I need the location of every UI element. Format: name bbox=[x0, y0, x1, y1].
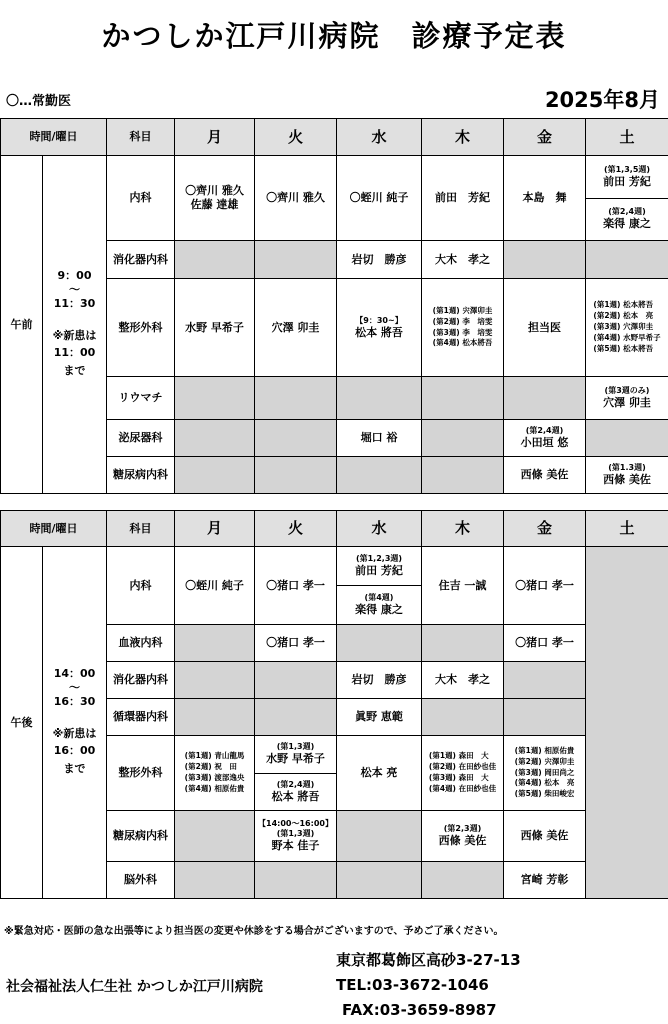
dept-header: 科目 bbox=[107, 119, 175, 156]
schedule-cell: 担当医 bbox=[504, 279, 586, 377]
schedule-cell: 西條 美佐 bbox=[504, 457, 586, 494]
schedule-cell: 岩切 勝彦 bbox=[337, 662, 422, 699]
day-fri: 金 bbox=[504, 511, 586, 547]
empty-cell bbox=[175, 420, 255, 457]
page-title: かつしか江戸川病院 診療予定表 bbox=[101, 19, 567, 53]
dept-label: 血液内科 bbox=[107, 625, 175, 662]
schedule-cell: 堀口 裕 bbox=[337, 420, 422, 457]
schedule-cell: 本島 舞 bbox=[504, 156, 586, 241]
dept-label: 消化器内科 bbox=[107, 241, 175, 279]
am-period-label: 午前 bbox=[1, 156, 43, 494]
day-mon: 月 bbox=[175, 119, 255, 156]
empty-cell bbox=[255, 420, 337, 457]
empty-cell bbox=[504, 241, 586, 279]
pm-time bbox=[43, 547, 107, 899]
schedule-cell: 〇猪口 孝一 bbox=[504, 547, 586, 625]
empty-cell bbox=[422, 377, 504, 420]
day-wed: 水 bbox=[337, 119, 422, 156]
pm-new-patient-note: ※新患は 16：00 まで bbox=[52, 726, 97, 775]
schedule-cell: 〇齊川 雅久 佐藤 達雄 bbox=[175, 156, 255, 241]
schedule-cell-weekly: (第1週) 宍澤卯圭 (第2週) 李 培雯 (第3週) 李 培雯 (第4週) 松本將吾 bbox=[422, 279, 504, 377]
pm-start-time: 14：00 bbox=[53, 667, 96, 681]
day-fri: 金 bbox=[504, 119, 586, 156]
legend: 〇…常勤医 bbox=[6, 94, 72, 109]
empty-cell bbox=[337, 457, 422, 494]
schedule-cell: 〇猪口 孝一 bbox=[255, 547, 337, 625]
time-day-header: 時間/曜日 bbox=[1, 511, 107, 547]
day-wed: 水 bbox=[337, 511, 422, 547]
empty-cell bbox=[255, 699, 337, 736]
am-header-row bbox=[1, 119, 668, 156]
time-day-header: 時間/曜日 bbox=[1, 119, 107, 156]
schedule-cell: 〇蛭川 純子 bbox=[337, 156, 422, 241]
empty-cell bbox=[175, 377, 255, 420]
dept-label: リウマチ bbox=[107, 377, 175, 420]
empty-cell bbox=[255, 457, 337, 494]
empty-cell bbox=[255, 241, 337, 279]
schedule-cell-weekly: (第1週) 松本將吾 (第2週) 松本 亮 (第3週) 穴澤卯圭 (第4週) 水野早希子 (第5週) 松本將吾 bbox=[586, 279, 668, 377]
schedule-cell-split: (第1,3,5週) 前田 芳紀 (第2,4週) 楽得 康之 bbox=[586, 156, 668, 241]
am-tilde: ～ bbox=[69, 283, 80, 297]
address: 東京都葛飾区高砂3-27-13 bbox=[336, 951, 521, 969]
empty-cell bbox=[504, 662, 586, 699]
day-tue: 火 bbox=[255, 511, 337, 547]
dept-header: 科目 bbox=[107, 511, 175, 547]
dept-label: 糖尿病内科 bbox=[107, 457, 175, 494]
schedule-cell: (第2,4週) 小田垣 悠 bbox=[504, 420, 586, 457]
schedule-cell: 岩切 勝彦 bbox=[337, 241, 422, 279]
schedule-cell: 大木 孝之 bbox=[422, 241, 504, 279]
schedule-cell: 〇猪口 孝一 bbox=[504, 625, 586, 662]
am-start-time: 9：00 bbox=[57, 269, 92, 283]
fax-number: FAX:03-3659-8987 bbox=[342, 1001, 497, 1019]
dept-label: 循環器内科 bbox=[107, 699, 175, 736]
schedule-cell: 眞野 恵範 bbox=[337, 699, 422, 736]
schedule-cell: 宮崎 芳彰 bbox=[504, 862, 586, 899]
schedule-cell: 大木 孝之 bbox=[422, 662, 504, 699]
phone-number: TEL:03-3672-1046 bbox=[336, 976, 489, 994]
pm-header-row bbox=[1, 511, 668, 547]
saturday-closed-cell bbox=[586, 547, 668, 899]
empty-cell bbox=[175, 625, 255, 662]
empty-cell bbox=[175, 699, 255, 736]
empty-cell bbox=[504, 699, 586, 736]
empty-cell bbox=[337, 811, 422, 862]
dept-label: 内科 bbox=[107, 547, 175, 625]
schedule-cell: 前田 芳紀 bbox=[422, 156, 504, 241]
schedule-cell-weekly: (第1週) 青山龍馬 (第2週) 祝 田 (第3週) 渡部逸央 (第4週) 相原佑貴 bbox=[175, 736, 255, 811]
pm-tilde: ～ bbox=[69, 681, 80, 695]
schedule-cell: 穴澤 卯圭 bbox=[255, 279, 337, 377]
day-thu: 木 bbox=[422, 511, 504, 547]
day-sat: 土 bbox=[586, 119, 668, 156]
empty-cell bbox=[255, 377, 337, 420]
empty-cell bbox=[422, 625, 504, 662]
empty-cell bbox=[175, 457, 255, 494]
pm-end-time: 16：30 bbox=[53, 694, 96, 708]
dept-label: 整形外科 bbox=[107, 736, 175, 811]
schedule-cell-split: (第1,2,3週) 前田 芳紀 (第4週) 楽得 康之 bbox=[337, 547, 422, 625]
empty-cell bbox=[586, 241, 668, 279]
schedule-cell: 住吉 一誠 bbox=[422, 547, 504, 625]
dept-label: 泌尿器科 bbox=[107, 420, 175, 457]
empty-cell bbox=[175, 811, 255, 862]
dept-label: 糖尿病内科 bbox=[107, 811, 175, 862]
empty-cell bbox=[586, 420, 668, 457]
corporation-name: 社会福祉法人仁生社 かつしか江戸川病院 bbox=[6, 979, 263, 995]
schedule-cell-weekly: (第1週) 相原佑貴 (第2週) 宍澤卯圭 (第3週) 岡田尚之 (第4週) 松本 亮 (第5週) 柴田峻宏 bbox=[504, 736, 586, 811]
schedule-cell: 【9：30~】 松本 將吾 bbox=[337, 279, 422, 377]
day-thu: 木 bbox=[422, 119, 504, 156]
am-end-time: 11：30 bbox=[53, 296, 96, 310]
schedule-cell: 【14:00～16:00】 (第1,3週) 野本 佳子 bbox=[255, 811, 337, 862]
am-time bbox=[43, 156, 107, 494]
schedule-cell: 〇蛭川 純子 bbox=[175, 547, 255, 625]
day-mon: 月 bbox=[175, 511, 255, 547]
empty-cell bbox=[175, 862, 255, 899]
dept-label: 整形外科 bbox=[107, 279, 175, 377]
empty-cell bbox=[422, 862, 504, 899]
empty-cell bbox=[422, 420, 504, 457]
day-tue: 火 bbox=[255, 119, 337, 156]
empty-cell bbox=[255, 662, 337, 699]
empty-cell bbox=[337, 625, 422, 662]
dept-label: 脳外科 bbox=[107, 862, 175, 899]
empty-cell bbox=[175, 662, 255, 699]
pm-period-label: 午後 bbox=[1, 547, 43, 899]
dept-label: 消化器内科 bbox=[107, 662, 175, 699]
schedule-cell: (第1.3週) 西條 美佐 bbox=[586, 457, 668, 494]
morning-schedule-table bbox=[0, 118, 668, 494]
schedule-cell: 〇齊川 雅久 bbox=[255, 156, 337, 241]
empty-cell bbox=[255, 862, 337, 899]
schedule-cell: 松本 亮 bbox=[337, 736, 422, 811]
am-new-patient-note: ※新患は 11：00 まで bbox=[52, 328, 97, 377]
day-sat: 土 bbox=[586, 511, 668, 547]
schedule-cell-weekly: (第1週) 森田 大 (第2週) 在田紗也佳 (第3週) 森田 大 (第4週) 在田紗也佳 bbox=[422, 736, 504, 811]
pm-naika-row bbox=[1, 547, 668, 625]
schedule-cell: 西條 美佐 bbox=[504, 811, 586, 862]
schedule-cell: 〇猪口 孝一 bbox=[255, 625, 337, 662]
contact-block bbox=[336, 948, 521, 1023]
footnote: ※緊急対応・医師の急な出張等により担当医の変更や休診をする場合がございますので、予めご了承ください。 bbox=[4, 926, 504, 937]
empty-cell bbox=[422, 457, 504, 494]
schedule-cell: 水野 早希子 bbox=[175, 279, 255, 377]
empty-cell bbox=[504, 377, 586, 420]
afternoon-schedule-table bbox=[0, 510, 668, 899]
am-naika-row bbox=[1, 156, 668, 241]
schedule-cell-split: (第1,3週) 水野 早希子 (第2,4週) 松本 將吾 bbox=[255, 736, 337, 811]
empty-cell bbox=[337, 862, 422, 899]
schedule-cell: (第2,3週) 西條 美佐 bbox=[422, 811, 504, 862]
empty-cell bbox=[337, 377, 422, 420]
schedule-cell: (第3週のみ) 穴澤 卯圭 bbox=[586, 377, 668, 420]
month-label: 2025年8月 bbox=[544, 88, 660, 112]
dept-label: 内科 bbox=[107, 156, 175, 241]
empty-cell bbox=[175, 241, 255, 279]
empty-cell bbox=[422, 699, 504, 736]
